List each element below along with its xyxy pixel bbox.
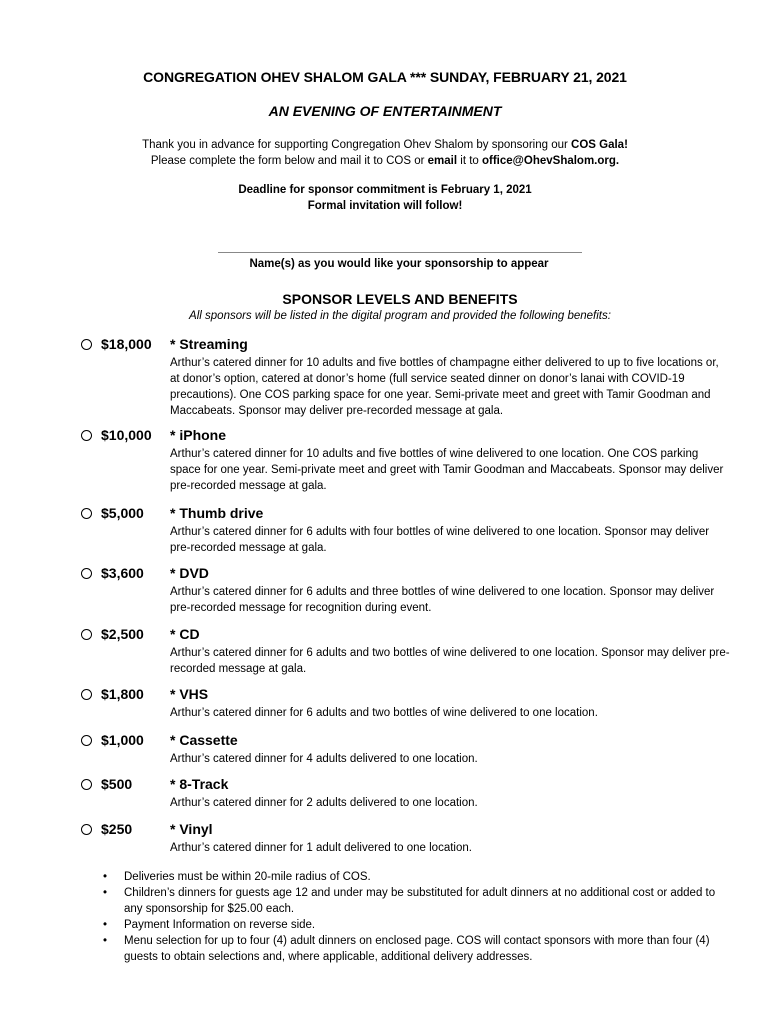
bullet-icon: • [103, 871, 108, 883]
radio-button[interactable] [81, 508, 92, 519]
level-name: * Cassette [170, 732, 238, 748]
note-text: Payment Information on reverse side. [124, 919, 316, 931]
level-name: * iPhone [170, 427, 227, 443]
list-item [0, 869, 770, 885]
level-name: * Vinyl [170, 821, 213, 837]
email-address: office@OhevShalom.org. [482, 155, 620, 167]
list-item [0, 933, 770, 965]
deadline-line: Deadline for sponsor commitment is February 1, 2021 [238, 184, 532, 196]
list-item [0, 885, 770, 917]
level-description: Arthur’s catered dinner for 6 adults and three bottles of wine delivered to one location. Sponsor may deliver pre-recorded message for recognition during event. [170, 586, 715, 614]
intro-line-1-text: Thank you in advance for supporting Congregation Ohev Shalom by sponsoring our [142, 139, 572, 151]
level-description: Arthur’s catered dinner for 2 adults delivered to one location. [170, 797, 478, 809]
level-amount: $18,000 [101, 336, 152, 352]
gala-name: COS Gala! [571, 139, 628, 151]
radio-button[interactable] [81, 568, 92, 579]
note-text: Deliveries must be within 20-mile radius of COS. [124, 871, 371, 883]
level-description: Arthur’s catered dinner for 10 adults and five bottles of wine delivered to one location. One COS parking space for one year. Semi-private meet and greet with Tamir Goodman and Maccabeats. Sponsor may deliver pre-recorded message at gala. [170, 448, 724, 492]
level-description: Arthur’s catered dinner for 6 adults with four bottles of wine delivered to one location. Sponsor may deliver pre-recorded message at gala. [170, 526, 710, 554]
level-amount: $1,000 [101, 732, 144, 748]
deadline-notice [0, 182, 770, 214]
level-name: * VHS [170, 686, 209, 702]
intro-line-2 [0, 153, 770, 169]
level-name: * CD [170, 626, 200, 642]
sponsor-name-label: Name(s) as you would like your sponsorship to appear [249, 258, 549, 270]
radio-button[interactable] [81, 430, 92, 441]
radio-button[interactable] [81, 779, 92, 790]
level-amount: $2,500 [101, 626, 144, 642]
intro-line-2-text: Please complete the form below and mail it to COS or [150, 155, 428, 167]
page-title: CONGREGATION OHEV SHALOM GALA *** SUNDAY, FEBRUARY 21, 2021 [143, 69, 627, 85]
invitation-line: Formal invitation will follow! [307, 200, 463, 212]
bullet-icon: • [103, 887, 108, 899]
level-amount: $1,800 [101, 686, 144, 702]
level-name: * Streaming [170, 336, 248, 352]
level-amount: $10,000 [101, 427, 152, 443]
level-amount: $250 [101, 821, 133, 837]
bullet-icon: • [103, 935, 108, 947]
sponsor-name-field[interactable] [218, 252, 582, 253]
levels-subheading: All sponsors will be listed in the digital program and provided the following benefits: [189, 310, 611, 322]
list-item [0, 917, 770, 933]
page-subtitle: AN EVENING OF ENTERTAINMENT [268, 103, 502, 119]
radio-button[interactable] [81, 689, 92, 700]
level-name: * Thumb drive [170, 505, 264, 521]
note-text: Menu selection for up to four (4) adult dinners on enclosed page. COS will contact sponsors with more than four (4) guests to obtain selections and, where applicable, additional delivery addresses. [124, 935, 710, 963]
radio-button[interactable] [81, 339, 92, 350]
level-amount: $3,600 [101, 565, 144, 581]
notes-list [0, 869, 770, 965]
radio-button[interactable] [81, 824, 92, 835]
intro-line-1 [0, 137, 770, 153]
level-amount: $500 [101, 776, 133, 792]
email-word: email [427, 155, 458, 167]
level-description: Arthur’s catered dinner for 6 adults and two bottles of wine delivered to one location. Sponsor may deliver pre-recorded message at gala. [170, 647, 730, 675]
level-description: Arthur’s catered dinner for 4 adults delivered to one location. [170, 753, 478, 765]
radio-button[interactable] [81, 629, 92, 640]
level-description: Arthur’s catered dinner for 6 adults and two bottles of wine delivered to one location. [170, 707, 598, 719]
level-name: * 8-Track [170, 776, 229, 792]
level-amount: $5,000 [101, 505, 144, 521]
intro-text [0, 137, 770, 169]
bullet-icon: • [103, 919, 108, 931]
level-name: * DVD [170, 565, 209, 581]
intro-line-2-mid: it to [457, 155, 482, 167]
note-text: Children’s dinners for guests age 12 and under may be substituted for adult dinners at no additional cost or added to any sponsorship for $25.00 each. [124, 887, 716, 915]
level-description: Arthur’s catered dinner for 1 adult delivered to one location. [170, 842, 472, 854]
levels-heading: SPONSOR LEVELS AND BENEFITS [282, 291, 518, 307]
level-description: Arthur’s catered dinner for 10 adults and five bottles of champagne either delivered to up to five locations or, at donor’s option, catered at donor’s home (full service seated dinner on donor’s lanai with COVID-19 precautions). One COS parking space for one year. Semi-private meet and greet with Tamir Goodman and Maccabeats. Sponsor may deliver pre-recorded message at gala. [170, 357, 719, 417]
radio-button[interactable] [81, 735, 92, 746]
